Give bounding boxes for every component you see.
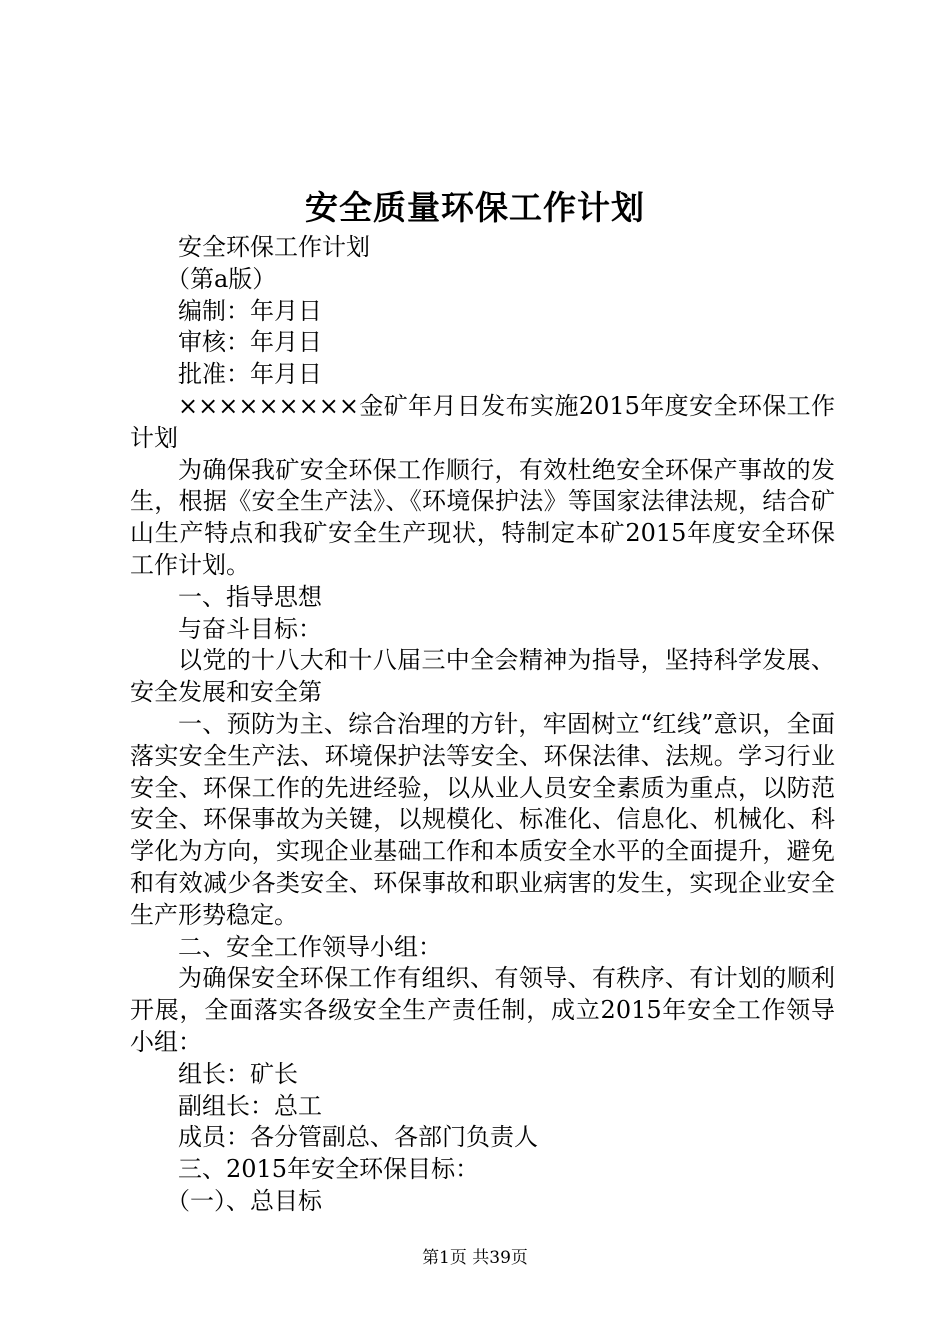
release-line: ×××××××××金矿年月日发布实施2015年度安全环保工作计划 [130,391,835,452]
members-line: 成员：各分管副总、各部门负责人 [178,1123,538,1152]
section-heading-leadership-group: 二、安全工作领导小组： [178,932,442,961]
version-line: （第a版） [166,264,277,293]
overall-target-heading: （一）、总目标 [166,1186,322,1215]
section-heading-targets: 三、2015年安全环保目标： [178,1155,480,1184]
reviewed-line: 审核：年月日 [178,328,322,357]
section-heading-guiding-ideology: 一、指导思想 [178,582,322,611]
approved-line: 批准：年月日 [178,360,322,389]
policy-paragraph: 一、预防为主、综合治理的方针，牢固树立“红线”意识，全面落实安全生产法、环境保护法等安全、环保法律、法规。学习行业安全、环保工作的先进经验，以从业人员安全素质为重点，以防范安全、环保事故为关键，以规模化、标准化、信息化、机械化、科学化为方向，实现企业基础工作和本质安全水平的全面提升，避免和有效减少各类安全、环保事故和职业病害的发生，实现企业安全生产形势稳定。 [130,709,835,929]
deputy-leader-line: 副组长：总工 [178,1091,322,1120]
page-number-footer: 第1页 共39页 [422,1248,528,1268]
intro-paragraph: 为确保我矿安全环保工作顺行，有效杜绝安全环保产事故的发生，根据《安全生产法》、《环境保护法》等国家法律法规，结合矿山生产特点和我矿安全生产现状，特制定本矿2015年度安全环保工作计划。 [130,455,835,579]
leadership-paragraph: 为确保安全环保工作有组织、有领导、有秩序、有计划的顺利开展，全面落实各级安全生产责任制，成立2015年安全工作领导小组： [130,964,835,1056]
compiled-line: 编制：年月日 [178,296,322,325]
document-title: 安全质量环保工作计划 [305,188,645,227]
plan-subtitle: 安全环保工作计划 [178,233,370,261]
guiding-paragraph: 以党的十八大和十八届三中全会精神为指导，坚持科学发展、安全发展和安全第 [130,646,835,707]
section-subheading-goals: 与奋斗目标： [178,614,322,643]
document-body [130,232,835,1218]
group-leader-line: 组长：矿长 [178,1059,298,1088]
